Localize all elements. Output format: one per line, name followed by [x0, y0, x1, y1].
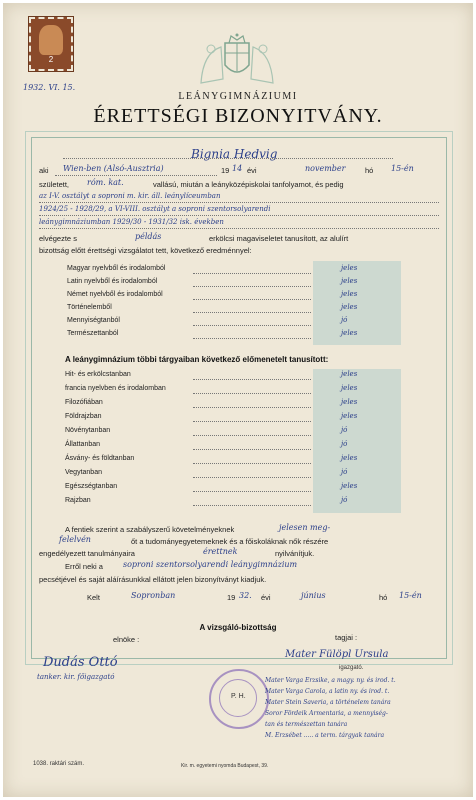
school-rule-3: [39, 219, 439, 229]
subject-dotline: [193, 264, 311, 274]
day-label: hó: [365, 166, 374, 175]
subject-grade: jeles: [341, 264, 358, 272]
subject-label: Természettanból: [67, 330, 119, 337]
school-rule-1: [39, 193, 439, 203]
conclusion-text-3: engedélyezett tanulmányaira: [39, 549, 135, 558]
certificate-paper: [3, 3, 473, 797]
subject-dotline: [193, 440, 311, 450]
committee-member-signature: tan és természettan tanára: [265, 721, 348, 728]
subject-label: francia nyelvben és irodalomban: [65, 385, 166, 392]
president-signature: Dudás Ottó: [43, 655, 118, 670]
subject-grade: jeles: [341, 398, 358, 406]
tagjai-label: tagjai :: [335, 633, 358, 642]
subject-label: Egészségtanban: [65, 483, 118, 490]
subject-dotline: [193, 468, 311, 478]
subject-dotline: [193, 329, 311, 339]
conclusion-hw-1: jelesen meg-: [279, 523, 331, 532]
document-subtitle: LEÁNYGIMNÁZIUMI: [178, 91, 298, 102]
student-name: Bignia Hedvig: [191, 147, 278, 161]
subject-dotline: [193, 496, 311, 506]
subject-grade: jeles: [341, 412, 358, 420]
subject-dotline: [193, 370, 311, 380]
conclusion-text-4: nyilvánítjuk.: [275, 549, 315, 558]
exam-text: bizottság előtt érettségi vizsgálatot tett, következő eredménnyel:: [39, 246, 252, 255]
committee-title: A vizsgáló-bizottság: [199, 623, 277, 632]
footer-printer: Kir. m. egyetemi nyomda Budapest, 39.: [181, 763, 269, 769]
issue-day: 15-én: [399, 591, 422, 600]
subject-label: Növénytanban: [65, 427, 111, 434]
subject-grade: jó: [341, 426, 348, 434]
subject-label: Földrajzban: [65, 413, 102, 420]
school-line-2: 1924/25 - 1928/29, a VI-VIII. osztályt a soproni szentorsolyarendi: [39, 205, 271, 213]
subject-grade: jeles: [341, 482, 358, 490]
year-label: évi: [247, 166, 257, 175]
committee-member-signature: Mater Stein Saveria, a történelem tanára: [265, 699, 391, 706]
conclusion-text-2: őt a tudományegyetemeknek és a főiskoláknak nők részére: [131, 537, 329, 546]
birth-year: 14: [232, 164, 243, 173]
religion: róm. kat.: [87, 178, 124, 187]
subject-label: Mennyiségtanból: [67, 317, 120, 324]
year-prefix: 19: [221, 166, 230, 175]
school-line-1: az I-V. osztályt a soproni m. kir. áll. leánylíceumban: [39, 192, 221, 200]
subject-label: Német nyelvből és irodalomból: [67, 291, 163, 298]
subject-grade: jeles: [341, 303, 358, 311]
subject-dotline: [193, 290, 311, 300]
elnoke-label: elnöke :: [113, 635, 140, 644]
kelt-label: Kelt: [87, 593, 100, 602]
issue-day-label: hó: [379, 593, 388, 602]
conclusion-verdict: érettnek: [203, 547, 238, 556]
igazgato-label: igazgató.: [339, 665, 364, 671]
subject-grade: jeles: [341, 370, 358, 378]
subject-grade: jó: [341, 440, 348, 448]
subject-grade: jó: [341, 496, 348, 504]
issue-month: június: [301, 591, 326, 600]
subject-grade: jeles: [341, 277, 358, 285]
stamp-portrait-icon: [39, 25, 63, 55]
ph-label: P. H.: [231, 693, 246, 700]
elvegezte-label: elvégezte s: [39, 234, 77, 243]
subject-label: Hit- és erkölcstanban: [65, 371, 131, 378]
subject-grade: jó: [341, 316, 348, 324]
coat-of-arms-icon: [195, 33, 279, 87]
birth-day: 15-én: [391, 164, 414, 173]
subject-dotline: [193, 316, 311, 326]
president-title: tanker. kir. főigazgató: [37, 673, 115, 681]
conclusion-school: soproni szentorsolyarendi leánygimnázium: [123, 560, 298, 569]
subject-grade: jeles: [341, 329, 358, 337]
subject-dotline: [193, 412, 311, 422]
subject-label: Latin nyelvből és irodalomból: [67, 278, 158, 285]
school-line-3: leánygimnáziumban 1929/30 - 1931/32 isk. években: [39, 218, 224, 226]
issue-year-prefix: 19: [227, 593, 236, 602]
subject-grade: jó: [341, 468, 348, 476]
subject-grade: jeles: [341, 384, 358, 392]
director-signature: Mater Fülöpl Ursula: [285, 649, 389, 660]
footer-number: 1038. raktári szám.: [33, 761, 85, 767]
issue-place: Sopronban: [131, 591, 176, 600]
committee-member-signature: M. Erzsébet ..... a term. tárgyak tanára: [265, 732, 385, 739]
religion-label: vallású, miután a leányközépiskolai tanfolyamot, és pedig: [153, 180, 344, 189]
aki-label: aki: [39, 166, 49, 175]
conduct-label: erkölcsi magaviseletet tanusított, az alulírt: [209, 234, 349, 243]
conclusion-text-1: A fentiek szerint a szabályszerű követelményeknek: [65, 525, 235, 534]
conclusion-text-6: pecsétjével és saját aláírásunkkal ellátott jelen bizonyítványt kiadjuk.: [39, 575, 267, 584]
subject-dotline: [193, 398, 311, 408]
subject-dotline: [193, 454, 311, 464]
stamp-value: 2: [48, 55, 54, 64]
subject-label: Rajzban: [65, 497, 91, 504]
subject-dotline: [193, 384, 311, 394]
issue-year: 32.: [239, 591, 252, 600]
subject-grade: jeles: [341, 454, 358, 462]
subject-dotline: [193, 277, 311, 287]
birthplace: Wien-ben (Alsó-Ausztria): [63, 164, 164, 173]
revenue-stamp: [29, 17, 73, 71]
conclusion-text-5: Erről neki a: [65, 562, 103, 571]
subject-label: Állattanban: [65, 441, 101, 448]
subject-label: Vegytanban: [65, 469, 102, 476]
name-line: [63, 149, 393, 159]
subject-dotline: [193, 426, 311, 436]
school-rule-2: [39, 206, 439, 216]
conclusion-hw-2: felelvén: [59, 535, 91, 544]
conduct-grade: példás: [135, 232, 162, 241]
subject-label: Ásvány- és földtanban: [65, 455, 135, 462]
birth-month: november: [305, 164, 346, 173]
subject-grade: jeles: [341, 290, 358, 298]
document-title: ÉRETTSÉGI BIZONYITVÁNY.: [93, 105, 383, 127]
subject-label: Filozófiában: [65, 399, 103, 406]
committee-member-signature: Mater Varga Erzsike, a magy. ny. és irod. t.: [265, 677, 396, 684]
committee-member-signature: Mater Varga Carola, a latin ny. és irod. t.: [265, 688, 390, 695]
other-section-title: A leánygimnázium többi tárgyaiban következő előmenetelt tanusított:: [65, 355, 329, 364]
subject-dotline: [193, 303, 311, 313]
issue-year-label: évi: [261, 593, 271, 602]
stamp-date: 1932. VI. 15.: [23, 83, 76, 92]
subject-label: Magyar nyelvből és irodalomból: [67, 265, 166, 272]
subject-dotline: [193, 482, 311, 492]
subject-label: Történelemből: [67, 304, 112, 311]
szuletett-label: született,: [39, 180, 70, 189]
committee-member-signature: Soror Fördeik Armentaria, a mennyiség-: [265, 710, 388, 717]
